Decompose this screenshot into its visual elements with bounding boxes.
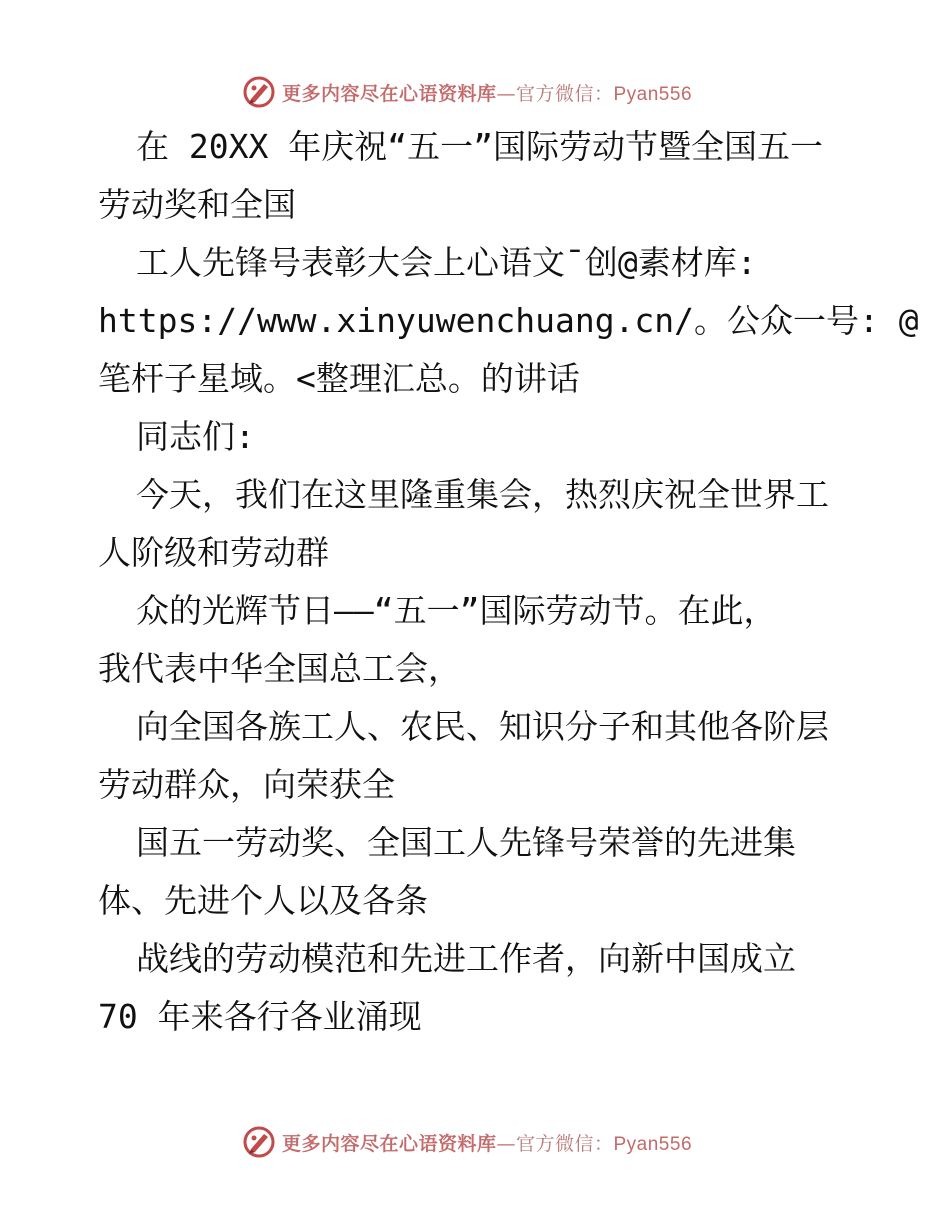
header-banner-inner: [242, 75, 692, 109]
body-line: 今天，我们在这里隆重集会，热烈庆祝全世界工: [136, 475, 829, 514]
body-line: 我代表中华全国总工会，: [98, 649, 461, 688]
body-line: 众的光辉节日——“五一”国际劳动节。在此，: [136, 591, 777, 630]
document-body: [98, 118, 919, 1046]
body-line: 人阶级和劳动群: [98, 533, 329, 572]
body-line: 笔杆子星域。<整理汇总。的讲话: [98, 359, 580, 398]
body-line: 劳动奖和全国: [98, 185, 296, 224]
header-official-label: 官方微信：: [515, 82, 614, 105]
footer-banner: [0, 1122, 950, 1162]
footer-banner-inner: [242, 1125, 692, 1159]
body-line: 向全国各族工人、农民、知识分子和其他各阶层: [136, 707, 829, 746]
footer-separator: —: [496, 1132, 516, 1155]
body-line: 在 20XX 年庆祝“五一”国际劳动节暨全国五一: [136, 127, 823, 166]
body-line: 战线的劳动模范和先进工作者，向新中国成立: [136, 939, 796, 978]
footer-wechat-id: Pyan556: [613, 1133, 693, 1155]
salutation: 同志们:: [136, 417, 255, 456]
header-separator: —: [496, 82, 516, 105]
footer-brand-text: 更多内容尽在心语资料库: [281, 1132, 497, 1155]
body-line: 劳动群众，向荣获全: [98, 765, 395, 804]
body-line: 70 年来各行各业涌现: [98, 997, 422, 1036]
body-line: 工人先锋号表彰大会上心语文¯创@素材库:: [136, 243, 757, 282]
footer-official-label: 官方微信：: [515, 1132, 614, 1155]
footer-banner-text: [282, 1129, 692, 1156]
header-wechat-id: Pyan556: [613, 83, 693, 105]
brand-logo-icon: [242, 1125, 276, 1159]
body-line: 国五一劳动奖、全国工人先锋号荣誉的先进集: [136, 823, 796, 862]
body-line: 体、先进个人以及各条: [98, 881, 428, 920]
header-brand-text: 更多内容尽在心语资料库: [281, 82, 497, 105]
body-line: https://www.xinyuwenchuang.cn/。公众一号: @: [98, 301, 919, 340]
header-banner: [0, 72, 950, 112]
header-banner-text: [282, 79, 692, 106]
brand-logo-icon: [242, 75, 276, 109]
